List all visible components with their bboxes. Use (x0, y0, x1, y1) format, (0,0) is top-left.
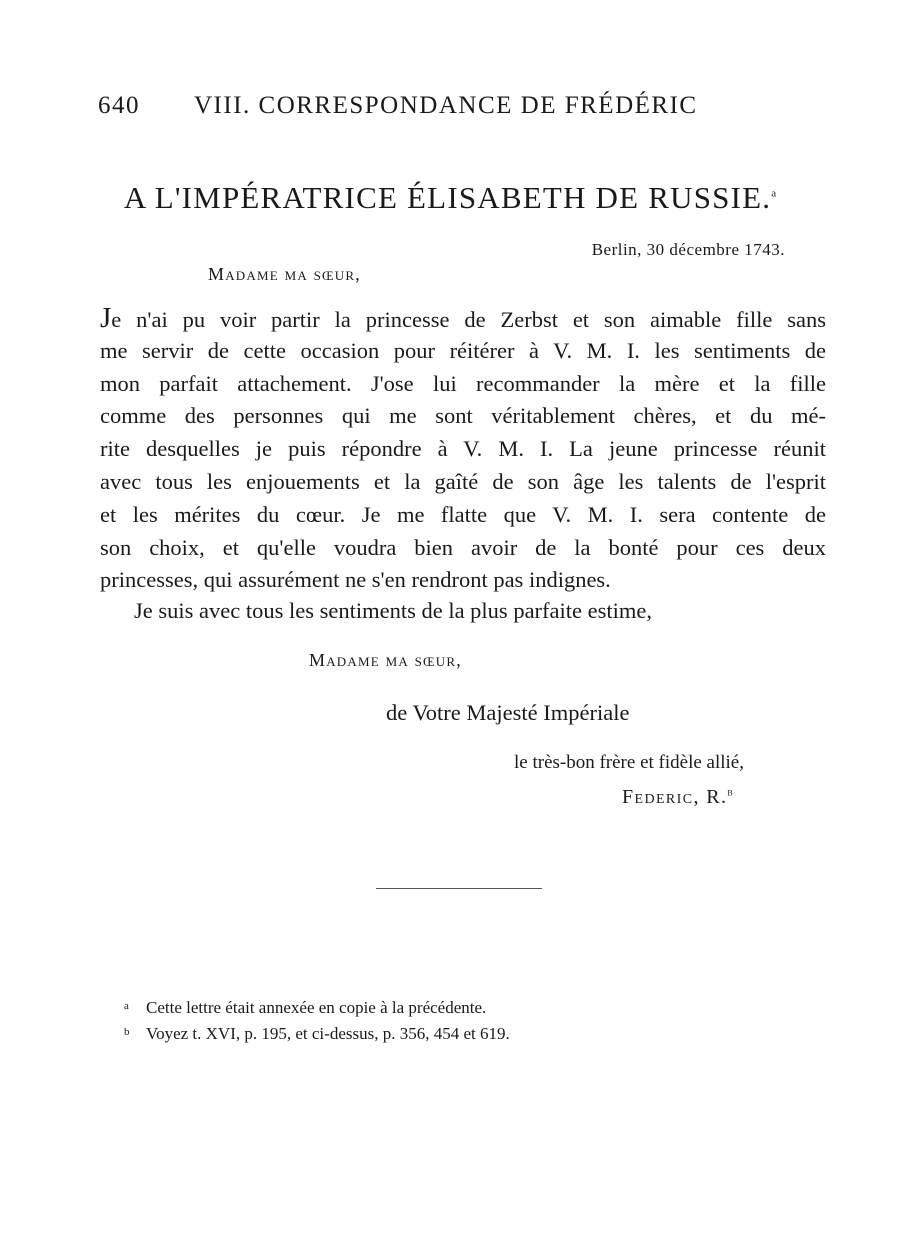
dropcap: J (100, 302, 112, 334)
body-line: et les mérites du cœur. Je me flatte que V. M. I. sera contente de (100, 501, 826, 527)
footnote (124, 994, 510, 1020)
closing-salutation: Madame ma sœur, (309, 650, 462, 670)
body-line: mon parfait attachement. J'ose lui recommander la mère et la fille (100, 370, 826, 396)
footnote-marker: b (124, 1026, 130, 1038)
page-number: 640 (98, 92, 140, 119)
running-head (98, 92, 738, 120)
footnote-marker: a (124, 1000, 129, 1012)
dateline: Berlin, 30 décembre 1743. (591, 240, 785, 259)
courtesy-formula: de Votre Majesté Impériale (386, 700, 630, 725)
footnotes (124, 994, 510, 1046)
body-line: comme des personnes qui me sont véritablement chères, et du mé- (100, 403, 826, 429)
closing-line: Je suis avec tous les sentiments de la plus parfaite estime, (134, 598, 652, 623)
body-line: avec tous les enjouements et la gaîté de son âge les talents de l'esprit (100, 468, 826, 494)
footnote-separator (376, 888, 542, 889)
footnote (124, 1020, 510, 1046)
subscription: le très-bon frère et fidèle allié, (514, 752, 744, 773)
letter-body (100, 302, 826, 597)
footnote-text: Cette lettre était annexée en copie à la précédente. (146, 998, 487, 1017)
signature-footnote-marker: b (727, 786, 733, 799)
salutation: Madame ma sœur, (208, 264, 361, 284)
body-line: Je n'ai pu voir partir la princesse de Zerbst et son aimable fille sans (100, 302, 826, 334)
body-line: son choix, et qu'elle voudra bien avoir de la bonté pour ces deux (100, 534, 826, 560)
body-line: rite desquelles je puis répondre à V. M. I. La jeune princesse réunit (100, 436, 826, 462)
letter-title-text: A L'IMPÉRATRICE ÉLISABETH DE RUSSIE. (123, 180, 772, 215)
signature-text: Federic, R. (622, 786, 728, 808)
title-footnote-marker: a (771, 187, 777, 200)
body-line: princesses, qui assurément ne s'en rendront pas indignes. (100, 567, 611, 593)
letter-title (0, 180, 900, 216)
body-line: me servir de cette occasion pour réitérer à V. M. I. les sentiments de (100, 337, 826, 363)
footnote-text: Voyez t. XVI, p. 195, et ci-dessus, p. 356, 454 et 619. (146, 1024, 510, 1043)
signature (622, 786, 733, 809)
running-head-title: VIII. CORRESPONDANCE DE FRÉDÉRIC (194, 92, 698, 119)
